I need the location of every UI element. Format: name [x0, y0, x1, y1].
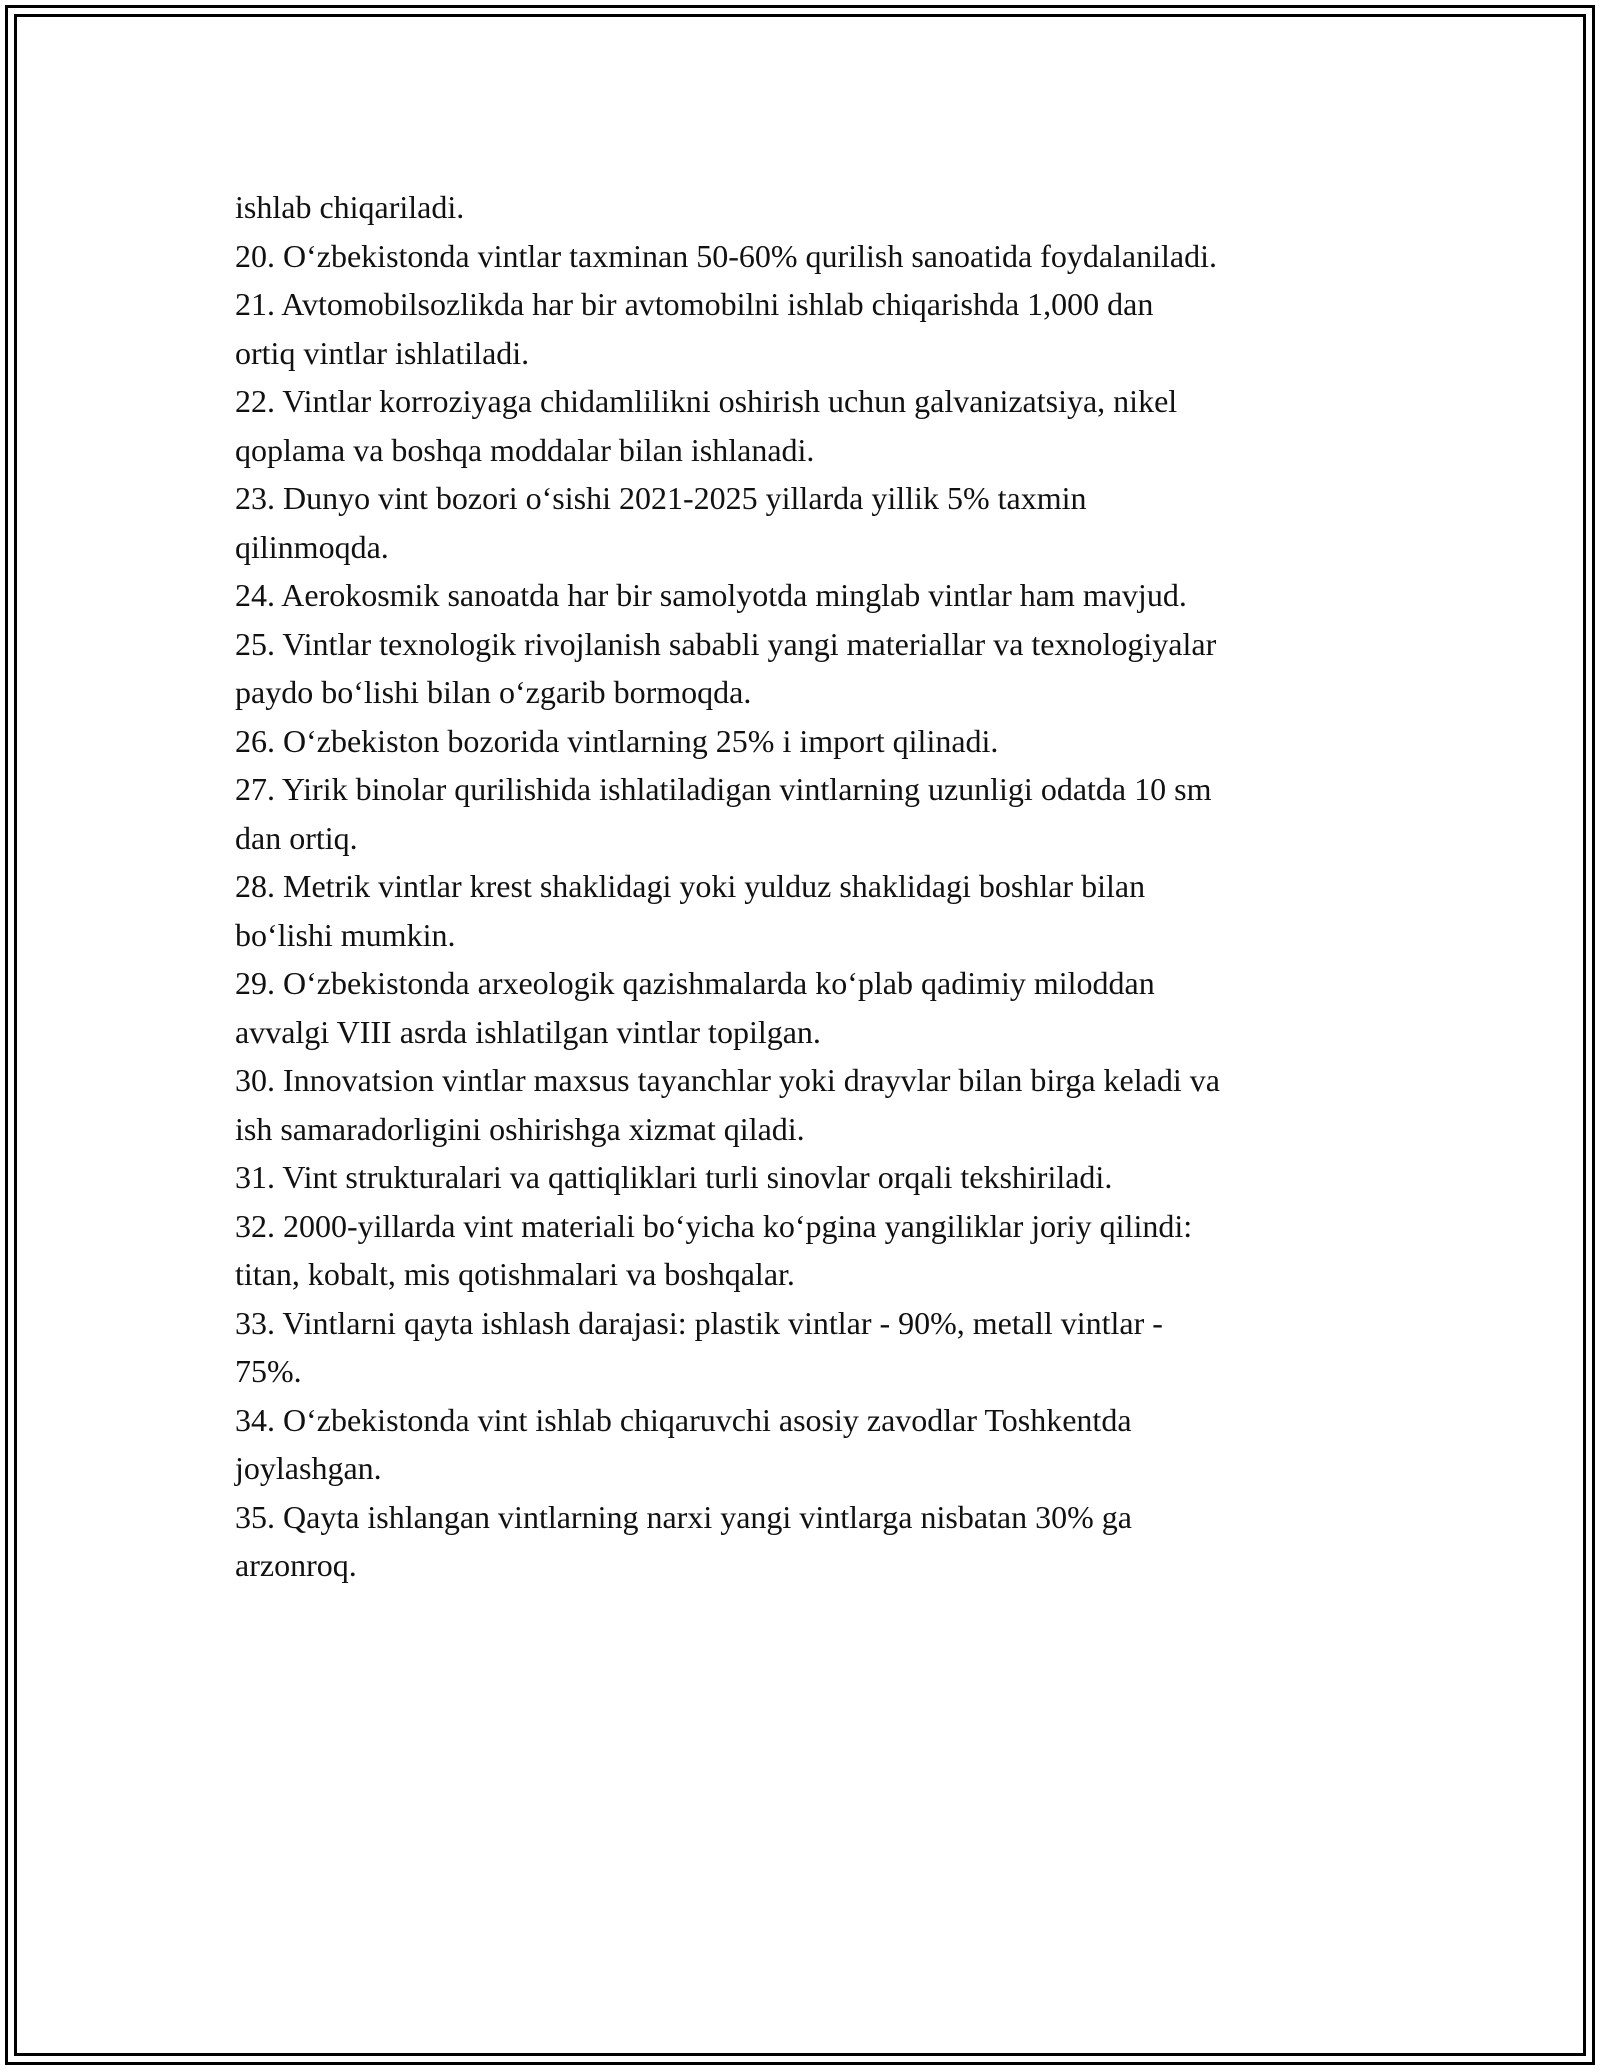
text-line: 28. Metrik vintlar krest shaklidagi yoki yulduz shaklidagi boshlar bilan: [235, 868, 1146, 904]
text-line: paydo bo‘lishi bilan o‘zgarib bormoqda.: [235, 674, 752, 710]
text-line: joylashgan.: [235, 1450, 382, 1486]
text-line: 29. O‘zbekistonda arxeologik qazishmalarda ko‘plab qadimiy miloddan: [235, 965, 1155, 1001]
text-line: 20. O‘zbekistonda vintlar taxminan 50-60% qurilish sanoatida foydalaniladi.: [235, 237, 1217, 274]
text-line: arzonroq.: [235, 1547, 357, 1583]
text-line: 75%.: [235, 1353, 302, 1389]
text-line: 26. O‘zbekiston bozorida vintlarning 25% i import qilinadi.: [235, 722, 999, 759]
text-line: ortiq vintlar ishlatiladi.: [235, 334, 530, 371]
text-line: 25. Vintlar texnologik rivojlanish sababli yangi materiallar va texnologiyalar: [235, 625, 1217, 662]
text-line: 22. Vintlar korroziyaga chidamlilikni oshirish uchun galvanizatsiya, nikel: [235, 383, 1178, 419]
text-line: 24. Aerokosmik sanoatda har bir samolyotda minglab vintlar ham mavjud.: [235, 577, 1187, 613]
text-line: 23. Dunyo vint bozori o‘sishi 2021-2025 yillarda yillik 5% taxmin: [235, 480, 1087, 516]
text-line: ishlab chiqariladi.: [235, 189, 465, 225]
text-line: 27. Yirik binolar qurilishida ishlatiladigan vintlarning uzunligi odatda 10 sm: [235, 771, 1212, 807]
text-line: 32. 2000-yillarda vint materiali bo‘yicha ko‘pgina yangiliklar joriy qilindi:: [235, 1207, 1193, 1244]
text-line: 34. O‘zbekistonda vint ishlab chiqaruvchi asosiy zavodlar Toshkentda: [235, 1401, 1132, 1438]
text-line: ish samaradorligini oshirishga xizmat qiladi.: [235, 1110, 805, 1147]
text-line: qoplama va boshqa moddalar bilan ishlanadi.: [235, 431, 815, 468]
text-line: avvalgi VIII asrda ishlatilgan vintlar topilgan.: [235, 1013, 821, 1050]
text-line: 21. Avtomobilsozlikda har bir avtomobilni ishlab chiqarishda 1,000 dan: [235, 286, 1154, 322]
text-line: bo‘lishi mumkin.: [235, 916, 456, 953]
text-line: 35. Qayta ishlangan vintlarning narxi yangi vintlarga nisbatan 30% ga: [235, 1498, 1132, 1535]
text-line: titan, kobalt, mis qotishmalari va boshqalar.: [235, 1256, 795, 1292]
text-line: qilinmoqda.: [235, 528, 389, 565]
text-line: dan ortiq.: [235, 819, 358, 856]
document-body: [235, 183, 1365, 1590]
text-line: 33. Vintlarni qayta ishlash darajasi: plastik vintlar - 90%, metall vintlar -: [235, 1304, 1163, 1341]
text-line: 30. Innovatsion vintlar maxsus tayanchlar yoki drayvlar bilan birga keladi va: [235, 1062, 1220, 1098]
text-line: 31. Vint strukturalari va qattiqliklari turli sinovlar orqali tekshiriladi.: [235, 1159, 1113, 1195]
